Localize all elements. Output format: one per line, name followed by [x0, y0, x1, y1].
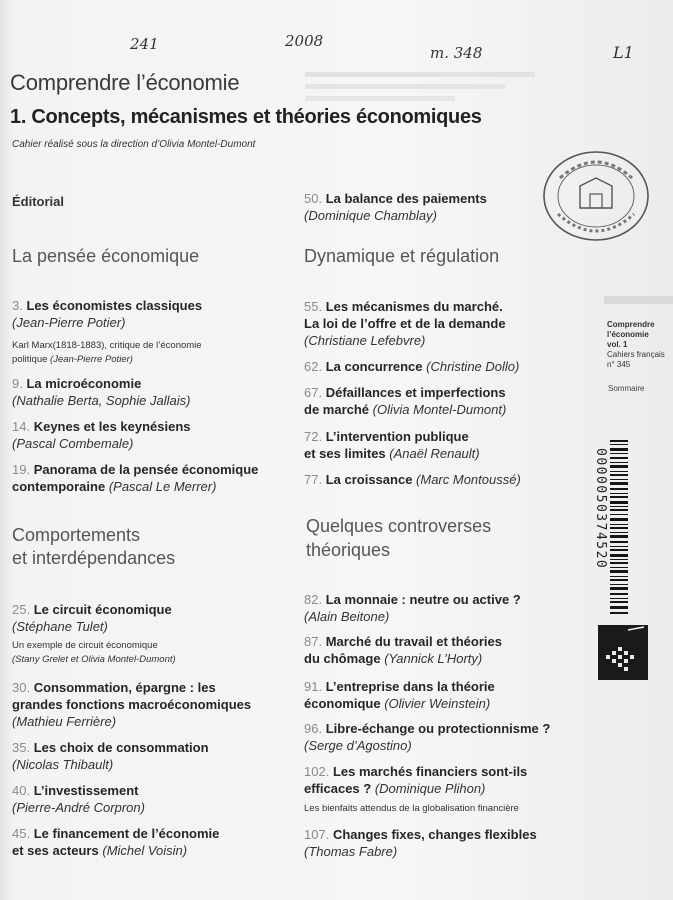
entry-author: (Dominique Plihon) — [374, 781, 486, 796]
subentry-title: Karl Marx(1818-1883), critique de l’économie — [12, 340, 202, 351]
entry-author: (Nicolas Thibault) — [12, 757, 114, 772]
page-number: 40. — [12, 783, 31, 798]
entry-title: Consommation, épargne : les — [33, 680, 216, 695]
publisher-logo-icon — [598, 625, 648, 680]
page-number: 50. — [304, 191, 323, 206]
toc-entry[interactable] — [12, 782, 145, 816]
handwritten-reference: m. 348 — [430, 44, 483, 62]
entry-title: Les marchés financiers sont-ils — [332, 764, 528, 779]
toc-entry[interactable] — [12, 679, 251, 730]
toc-entry[interactable] — [304, 763, 527, 797]
entry-author: (Stéphane Tulet) — [12, 619, 108, 634]
library-stamp-icon — [540, 148, 652, 244]
entry-author: (Pascal Combemale) — [12, 436, 134, 451]
toc-entry[interactable] — [12, 418, 191, 452]
sidebar-line: Cahiers français — [607, 350, 665, 359]
toc-entry[interactable] — [12, 461, 258, 495]
page-number: 19. — [12, 462, 31, 477]
page-number: 87. — [304, 634, 323, 649]
entry-title-cont: économique — [304, 696, 381, 711]
entry-title: Les économistes classiques — [26, 298, 203, 313]
page-number: 91. — [304, 679, 323, 694]
entry-title: Les mécanismes du marché. — [325, 299, 503, 314]
sidebar-band — [604, 296, 673, 304]
page-title: 1. Concepts, mécanismes et théories économiques — [10, 106, 482, 128]
toc-entry[interactable] — [12, 297, 202, 331]
toc-entry[interactable] — [304, 720, 550, 754]
page-number: 77. — [304, 472, 323, 487]
toc-entry[interactable] — [304, 298, 506, 349]
entry-author: (Yannick L’Horty) — [384, 651, 483, 666]
entry-title: La balance des paiements — [325, 191, 487, 206]
entry-title: Défaillances et imperfections — [325, 385, 506, 400]
page-number: 30. — [12, 680, 31, 695]
entry-author: (Mathieu Ferrière) — [12, 714, 117, 729]
entry-author: (Thomas Fabre) — [304, 844, 398, 859]
entry-title-cont: et ses acteurs — [12, 843, 99, 858]
toc-entry[interactable] — [304, 428, 480, 462]
entry-title: Changes fixes, changes flexibles — [332, 827, 537, 842]
barcode-icon — [598, 440, 628, 615]
sidebar-line: n° 345 — [607, 360, 631, 369]
entry-title: La microéconomie — [26, 376, 142, 391]
toc-entry[interactable] — [304, 591, 521, 625]
entry-title: L’entreprise dans la théorie — [325, 679, 495, 694]
bleed-through-lines — [305, 72, 535, 101]
entry-author: (Pascal Le Merrer) — [108, 479, 217, 494]
entry-author: (Olivier Weinstein) — [384, 696, 491, 711]
section-heading-line1: Quelques controverses — [306, 516, 492, 536]
entry-title-cont: du chômage — [304, 651, 381, 666]
sidebar-sommaire: Sommaire — [608, 384, 645, 393]
entry-author: (Alain Beitone) — [304, 609, 390, 624]
entry-title: La concurrence — [325, 359, 423, 374]
subentry-title-cont: politique — [12, 354, 48, 365]
entry-author: (Olivia Montel-Dumont) — [372, 402, 507, 417]
entry-title: Panorama de la pensée économique — [33, 462, 259, 477]
page-number: 82. — [304, 592, 323, 607]
toc-subentry[interactable] — [12, 639, 176, 667]
entry-author: (Michel Voisin) — [102, 843, 188, 858]
entry-title: Les choix de consommation — [33, 740, 209, 755]
section-heading: La pensée économique — [12, 246, 200, 266]
entry-title-cont: grandes fonctions macroéconomiques — [12, 697, 252, 712]
toc-subentry[interactable] — [304, 802, 519, 816]
toc-entry[interactable] — [12, 825, 219, 859]
entry-title: L’intervention publique — [325, 429, 469, 444]
barcode-digits: 0000050374520 — [593, 448, 608, 570]
toc-entry[interactable] — [304, 678, 495, 712]
subentry-title: Les bienfaits attendus de la globalisation financière — [304, 803, 519, 814]
page-number: 25. — [12, 602, 31, 617]
entry-title-cont: efficaces ? — [304, 781, 372, 796]
handwritten-code: L1 — [613, 43, 634, 62]
entry-author: (Nathalie Berta, Sophie Jallais) — [12, 393, 191, 408]
page-number: 96. — [304, 721, 323, 736]
series-title: Comprendre l’économie — [10, 70, 240, 95]
entry-title: Marché du travail et théories — [325, 634, 502, 649]
entry-title-cont: de marché — [304, 402, 370, 417]
credit-line: Cahier réalisé sous la direction d’Olivia Montel-Dumont — [12, 139, 256, 150]
sidebar-line: vol. 1 — [607, 340, 628, 349]
page-number: 14. — [12, 419, 31, 434]
toc-entry[interactable] — [12, 739, 209, 773]
sidebar-line: l’économie — [607, 330, 649, 339]
page-number: 9. — [12, 376, 23, 391]
section-heading-line2: et interdépendances — [12, 548, 176, 568]
section-heading: Dynamique et régulation — [304, 246, 500, 266]
toc-entry[interactable] — [304, 471, 521, 488]
handwritten-year: 2008 — [285, 32, 324, 50]
subentry-author: (Jean-Pierre Potier) — [50, 354, 133, 365]
entry-title: Libre-échange ou protectionnisme ? — [325, 721, 551, 736]
page-number: 67. — [304, 385, 323, 400]
toc-entry[interactable] — [304, 190, 487, 224]
page-number: 62. — [304, 359, 323, 374]
editorial-heading: Éditorial — [12, 194, 65, 209]
page-number: 55. — [304, 299, 323, 314]
sidebar-label — [607, 320, 665, 370]
entry-author: (Christiane Lefebvre) — [304, 333, 426, 348]
entry-author: (Jean-Pierre Potier) — [12, 315, 126, 330]
page-number: 107. — [304, 827, 330, 842]
toc-subentry[interactable] — [12, 339, 202, 367]
page-number: 72. — [304, 429, 323, 444]
entry-title: La croissance — [325, 472, 413, 487]
page-number: 45. — [12, 826, 31, 841]
entry-title: Keynes et les keynésiens — [33, 419, 191, 434]
page-number: 102. — [304, 764, 330, 779]
entry-title-cont: et ses limites — [304, 446, 386, 461]
entry-author: (Pierre-André Corpron) — [12, 800, 145, 815]
subentry-title: Un exemple de circuit économique — [12, 640, 158, 651]
toc-entry[interactable] — [304, 633, 502, 667]
entry-title: La monnaie : neutre ou active ? — [325, 592, 521, 607]
toc-entry[interactable] — [304, 384, 506, 418]
section-heading-line2: théoriques — [306, 540, 391, 560]
entry-title: Le circuit économique — [33, 602, 172, 617]
subentry-author: (Stany Grelet et Olivia Montel-Dumont) — [12, 654, 176, 665]
entry-author: (Serge d’Agostino) — [304, 738, 412, 753]
toc-entry[interactable] — [12, 375, 190, 409]
entry-author: (Christine Dollo) — [426, 359, 520, 374]
entry-title-cont: La loi de l’offre et de la demande — [304, 316, 506, 331]
entry-title: Le financement de l’économie — [33, 826, 220, 841]
entry-author: (Marc Montoussé) — [416, 472, 521, 487]
toc-entry[interactable] — [304, 358, 519, 375]
page-number: 35. — [12, 740, 31, 755]
toc-entry[interactable] — [304, 826, 537, 860]
entry-title-cont: contemporaine — [12, 479, 106, 494]
toc-entry[interactable] — [12, 601, 172, 635]
entry-author: (Anaël Renault) — [389, 446, 480, 461]
handwritten-number: 241 — [130, 35, 159, 53]
entry-author: (Dominique Chamblay) — [304, 208, 437, 223]
entry-title: L’investissement — [33, 783, 139, 798]
page-number: 3. — [12, 298, 23, 313]
sidebar-line: Comprendre — [607, 320, 655, 329]
section-heading-line1: Comportements — [12, 525, 141, 545]
